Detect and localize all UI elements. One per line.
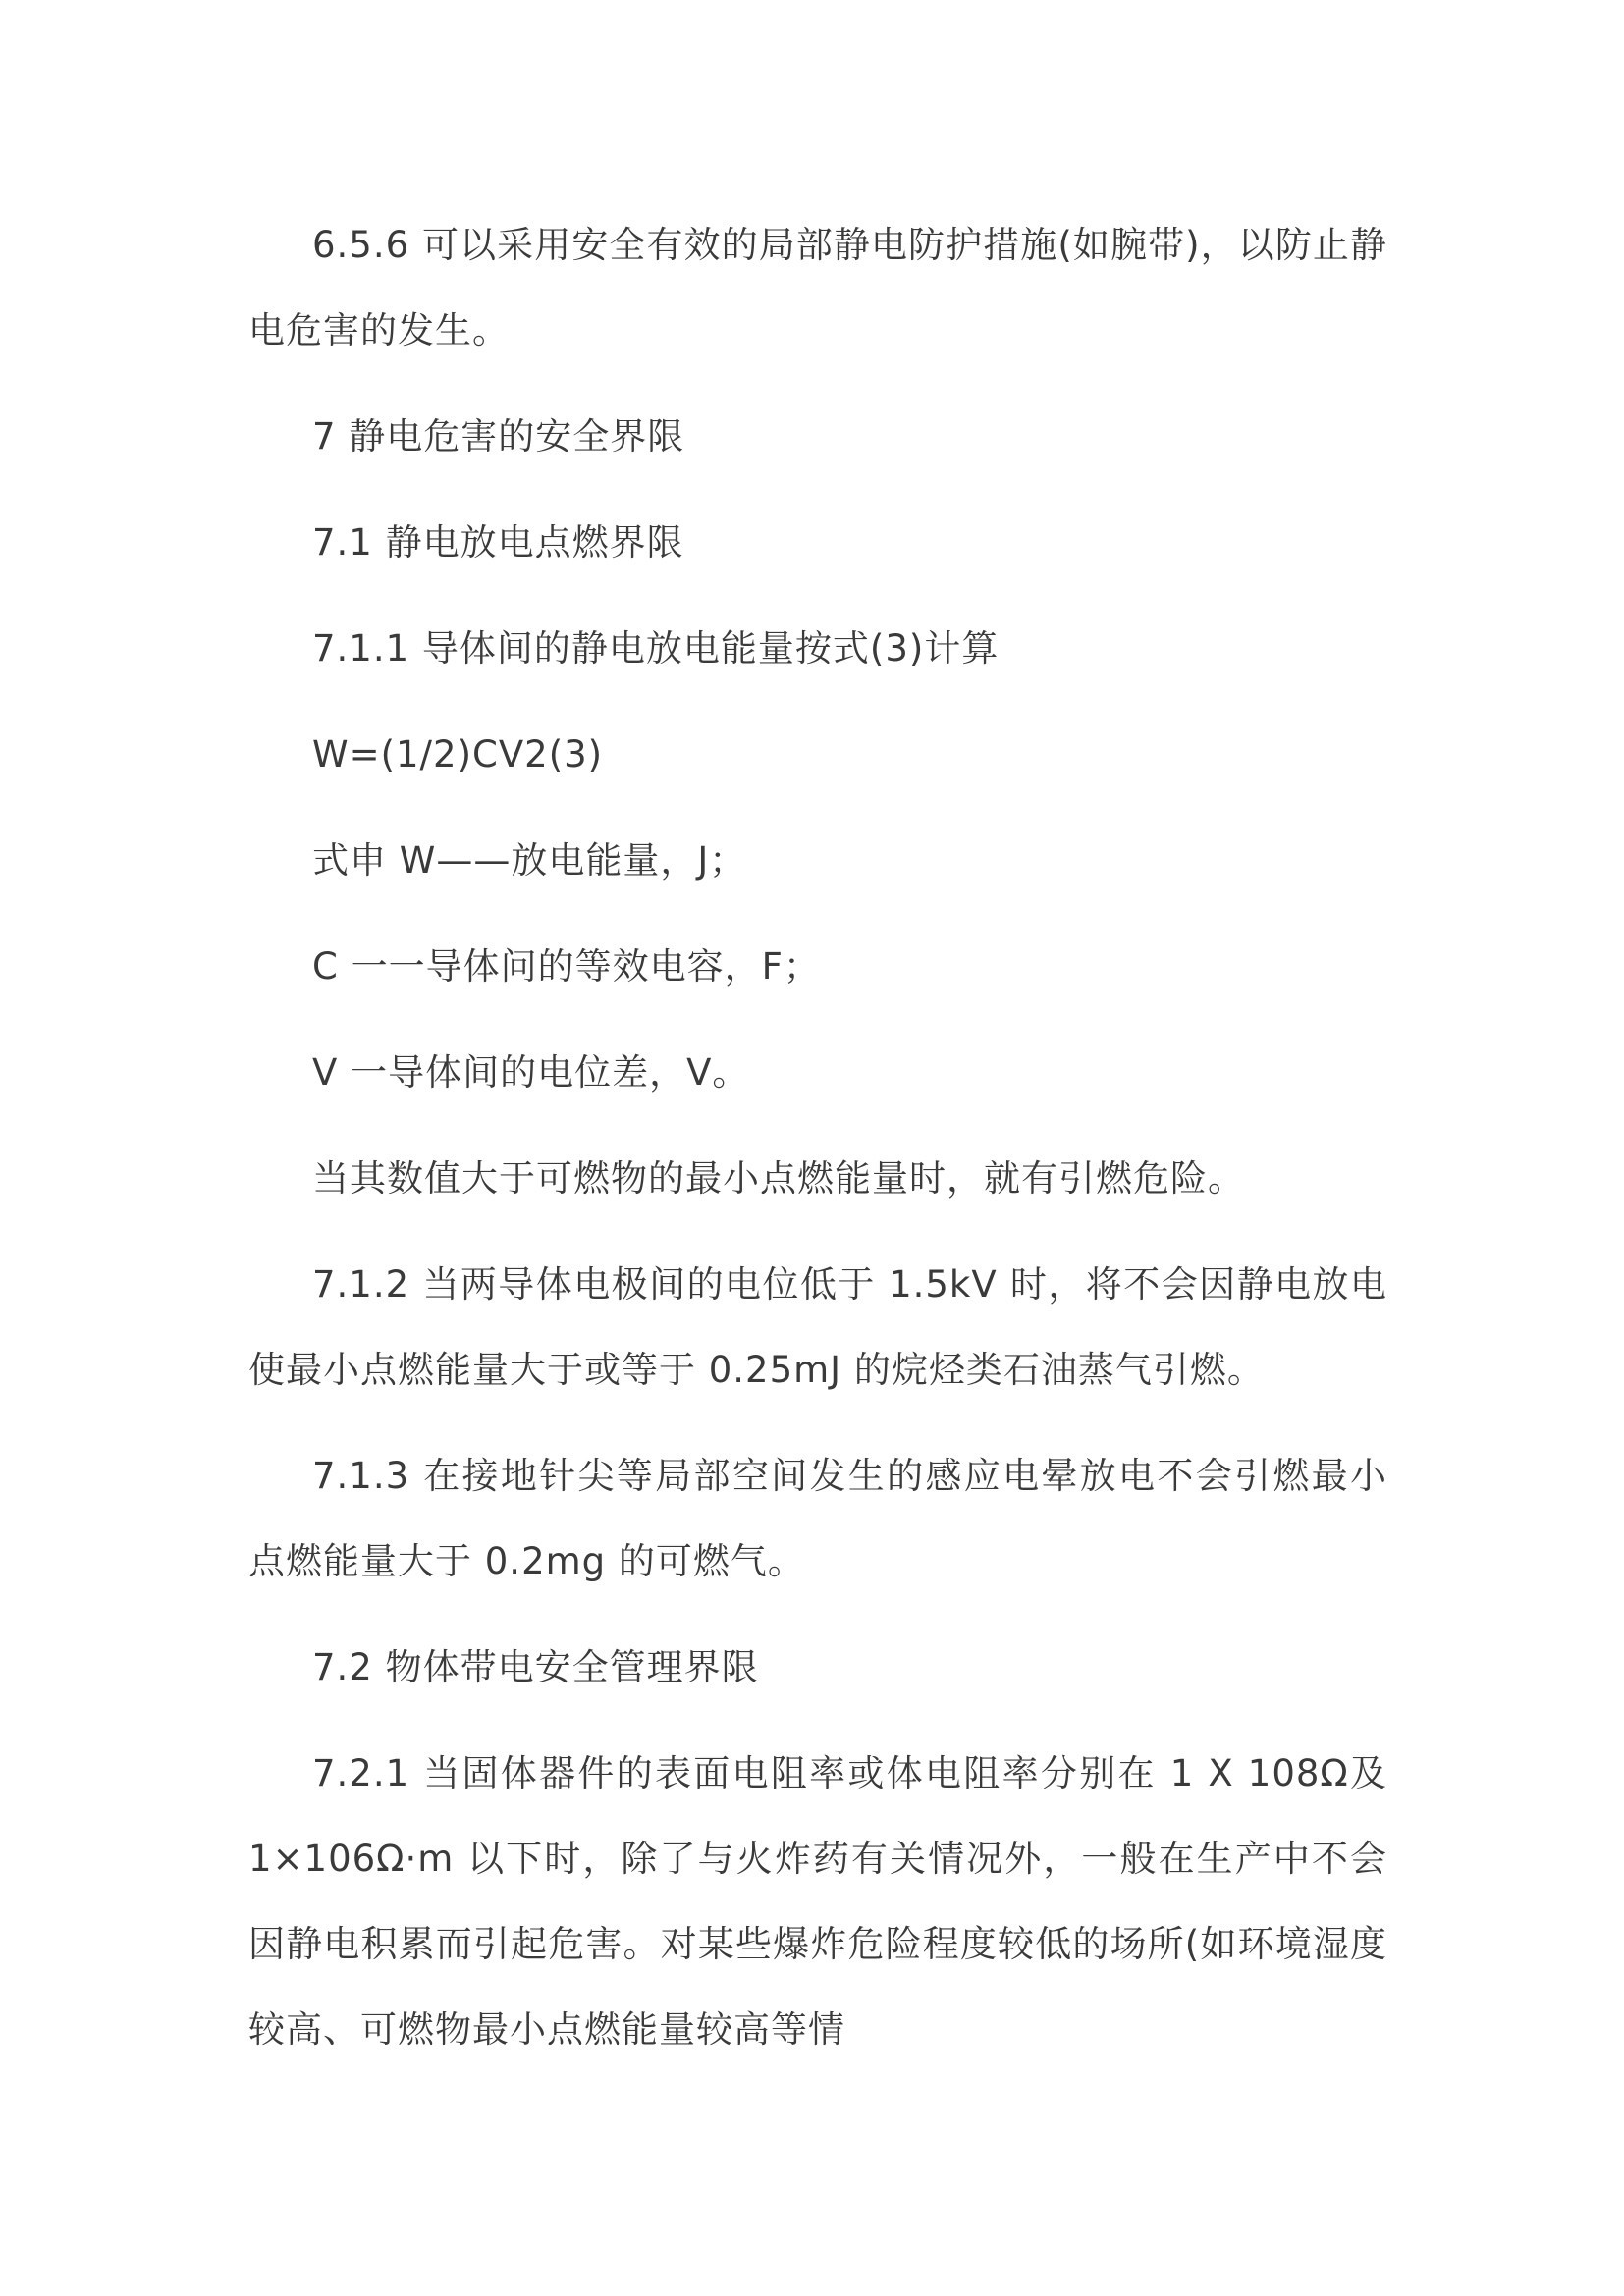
document-body	[248, 202, 1387, 2072]
paragraph-7-1-3: 7.1.3 在接地针尖等局部空间发生的感应电晕放电不会引燃最小点燃能量大于 0.2mg 的可燃气。	[248, 1455, 1387, 1582]
paragraph-7-2-1: 7.2.1 当固体器件的表面电阻率或体电阻率分别在 1 X 108Ω及 1×106Ω·m 以下时，除了与火炸药有关情况外，一般在生产中不会因静电积累而引起危害。对某些爆炸危险程度较低的场所(如环境湿度较高、可燃物最小点燃能量较高等情	[248, 1752, 1387, 2051]
formula-definition-c: C 一一导体问的等效电容，F；	[312, 945, 821, 988]
heading-section-7: 7 静电危害的安全界限	[312, 415, 685, 457]
heading-section-7-2: 7.2 物体带电安全管理界限	[312, 1646, 759, 1688]
heading-section-7-1: 7.1 静电放电点燃界限	[312, 521, 684, 563]
paragraph-7-1-2: 7.1.2 当两导体电极间的电位低于 1.5kV 时，将不会因静电放电使最小点燃能量大于或等于 0.25mJ 的烷烃类石油蒸气引燃。	[248, 1263, 1387, 1391]
formula-3: W=(1/2)CV2(3)	[312, 733, 604, 775]
formula-definition-v: V 一导体间的电位差，V。	[312, 1051, 750, 1094]
paragraph-7-1-1: 7.1.1 导体间的静电放电能量按式(3)计算	[312, 627, 1000, 669]
formula-definition-w: 式申 W——放电能量，J；	[312, 839, 747, 881]
paragraph-ignition-risk: 当其数值大于可燃物的最小点燃能量时，就有引燃危险。	[312, 1157, 1245, 1200]
paragraph-6-5-6: 6.5.6 可以采用安全有效的局部静电防护措施(如腕带)，以防止静电危害的发生。	[248, 224, 1387, 351]
